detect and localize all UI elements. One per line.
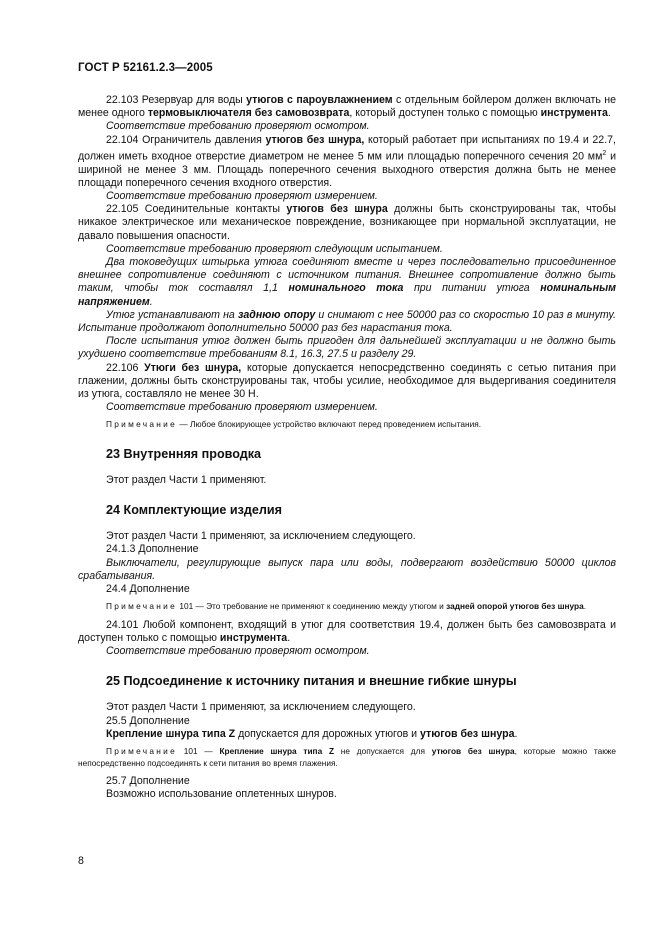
clause-22-105-test (78, 256, 616, 309)
clause-22-104-check: Соответствие требованию проверяют измерением. (106, 189, 378, 202)
page-number: 8 (78, 855, 84, 867)
term: утюгов без шнура (420, 727, 515, 740)
text: с отдельным бойлером должен включать не менее одного (78, 94, 617, 120)
text: не допускается для (334, 746, 432, 757)
text: 101 — Это требование не применяют к соединению между утюгом и (177, 601, 447, 612)
text: 24.101 Любой компонент, входящий в утюг для соответствия 19.4, должен быть без самовозврата и доступен только с помощью (78, 618, 616, 645)
term: задней опорой утюгов без шнура (446, 601, 584, 612)
clause-22-105-after: После испытания утюг должен быть пригоден для дальнейшей эксплуатации и не должно быть ухудшено соответствие требованиям 8.1, 16.3, 27.5 и разделу 29. (78, 335, 616, 361)
term: Крепление шнура типа Z (106, 727, 236, 740)
clause-22-106 (78, 362, 616, 402)
term: заднюю опору (237, 308, 316, 321)
term: термовыключателя без самовозврата (147, 107, 350, 120)
section-23-text: Этот раздел Части 1 применяют. (106, 474, 267, 486)
text: . (287, 632, 291, 645)
term: номинальным напряжением (78, 282, 616, 308)
clause-22-105 (78, 203, 616, 243)
text: Утюг устанавливают на (106, 308, 238, 321)
clause-24-101 (78, 619, 616, 645)
section-24-heading: 24 Комплектующие изделия (106, 503, 282, 518)
note-label: Примечание (106, 601, 178, 612)
term: инструмента (219, 632, 288, 645)
clause-22-105-check: Соответствие требованию проверяют следующим испытанием. (106, 242, 443, 255)
clause-24-1-3: 24.1.3 Дополнение (106, 543, 199, 556)
clause-25-7: 25.7 Дополнение (106, 775, 190, 788)
note-24-4 (78, 601, 616, 613)
text: 22.106 (106, 361, 145, 374)
text: и шириной не менее 3 мм. Площадь поперечного сечения выходного отверстия должна быть не менее площади поперечного сечения входного отверстия. (78, 150, 616, 189)
text: . (583, 601, 587, 612)
term: утюгов без шнура (431, 746, 515, 757)
note-label: Примечание (106, 419, 178, 430)
text: — Любое блокирующее устройство включают перед проведением испытания. (177, 419, 482, 430)
text: при питании утюга (403, 282, 541, 295)
text: и снимают с нее 50000 раз со скоростью 10 раз в минуту. Испытание продолжают дополнительно 50000 раз без нарастания тока. (78, 308, 617, 334)
clause-24-4: 24.4 Дополнение (106, 583, 190, 596)
text: который работает при испытаниях по 19.4 и 22.7, должен иметь входное отверстие диаметром не менее 5 мм или площадью поперечного сечения 20 мм (78, 133, 616, 163)
section-23-heading: 23 Внутренняя проводка (106, 447, 262, 461)
text: . (149, 295, 153, 308)
text: должны быть сконструированы так, чтобы никакое электрическое или механическое повреждение, возникающее при нормальной эксплуатации, не давало повышения опасности. (78, 203, 616, 242)
term: Утюги без шнура, (144, 361, 242, 374)
text: 22.105 Соединительные контакты (106, 203, 287, 216)
document-header: ГОСТ Р 52161.2.3—2005 (78, 62, 213, 74)
text: которые допускается непосредственно соединять с сетью питания при глажении, должны быть сконструированы так, чтобы усилие, необходимое для выдергивания соединителя из утюга, составляло не менее 30 Н. (78, 361, 616, 400)
clause-22-105-rear-support (78, 309, 616, 335)
term: Крепление шнура типа Z (219, 746, 335, 757)
note-label: Примечание (106, 746, 178, 757)
text: , которые можно также непосредственно подсоединять к сети питания во время глажения. (78, 746, 617, 768)
term: утюгов с пароувлажнением (246, 94, 393, 106)
section-24-intro: Этот раздел Части 1 применяют, за исключением следующего. (106, 530, 416, 543)
text: допускается для дорожных утюгов и (235, 727, 421, 740)
note-22-106 (78, 419, 616, 431)
text: . (514, 727, 518, 740)
clause-24-101-check: Соответствие требованию проверяют осмотром. (106, 645, 370, 658)
text: , который доступен только с помощью (349, 107, 541, 120)
clause-24-1-3-text: Выключатели, регулирующие выпуск пара или воды, подвергают воздействию 50000 циклов срабатывания. (78, 556, 616, 582)
term: утюгов без шнура (286, 203, 388, 216)
text: 101 — (177, 746, 220, 757)
clause-22-103 (78, 94, 616, 120)
note-25-5 (78, 746, 616, 769)
document-body (78, 94, 616, 802)
clause-22-103-check: Соответствие требованию проверяют осмотром. (106, 120, 370, 133)
clause-25-7-text: Возможно использование оплетенных шнуров. (106, 788, 337, 801)
term: инструмента (540, 107, 608, 120)
clause-25-5: 25.5 Дополнение (106, 714, 190, 727)
text: 22.104 Ограничитель давления (106, 133, 266, 146)
text: 22.103 Резервуар для воды (106, 94, 247, 106)
section-25-intro: Этот раздел Части 1 применяют, за исключением следующего. (106, 701, 416, 714)
clause-22-106-check: Соответствие требованию проверяют измерением. (106, 401, 378, 414)
term: утюгов без шнура, (265, 133, 365, 146)
term: номинального тока (288, 282, 404, 295)
clause-22-104 (78, 134, 616, 190)
clause-25-5-text (78, 728, 616, 741)
text: Два токоведущих штырька утюга соединяют вместе и через последовательно присоединенное внешнее сопротивление соединяют с источником питания. Внешнее сопротивление должно быть таким, чтобы ток составлял 1,1 (78, 255, 616, 295)
superscript: 2 (602, 149, 607, 157)
section-25-heading: 25 Подсоединение к источнику питания и внешние гибкие шнуры (106, 674, 517, 689)
text: . (607, 107, 611, 120)
